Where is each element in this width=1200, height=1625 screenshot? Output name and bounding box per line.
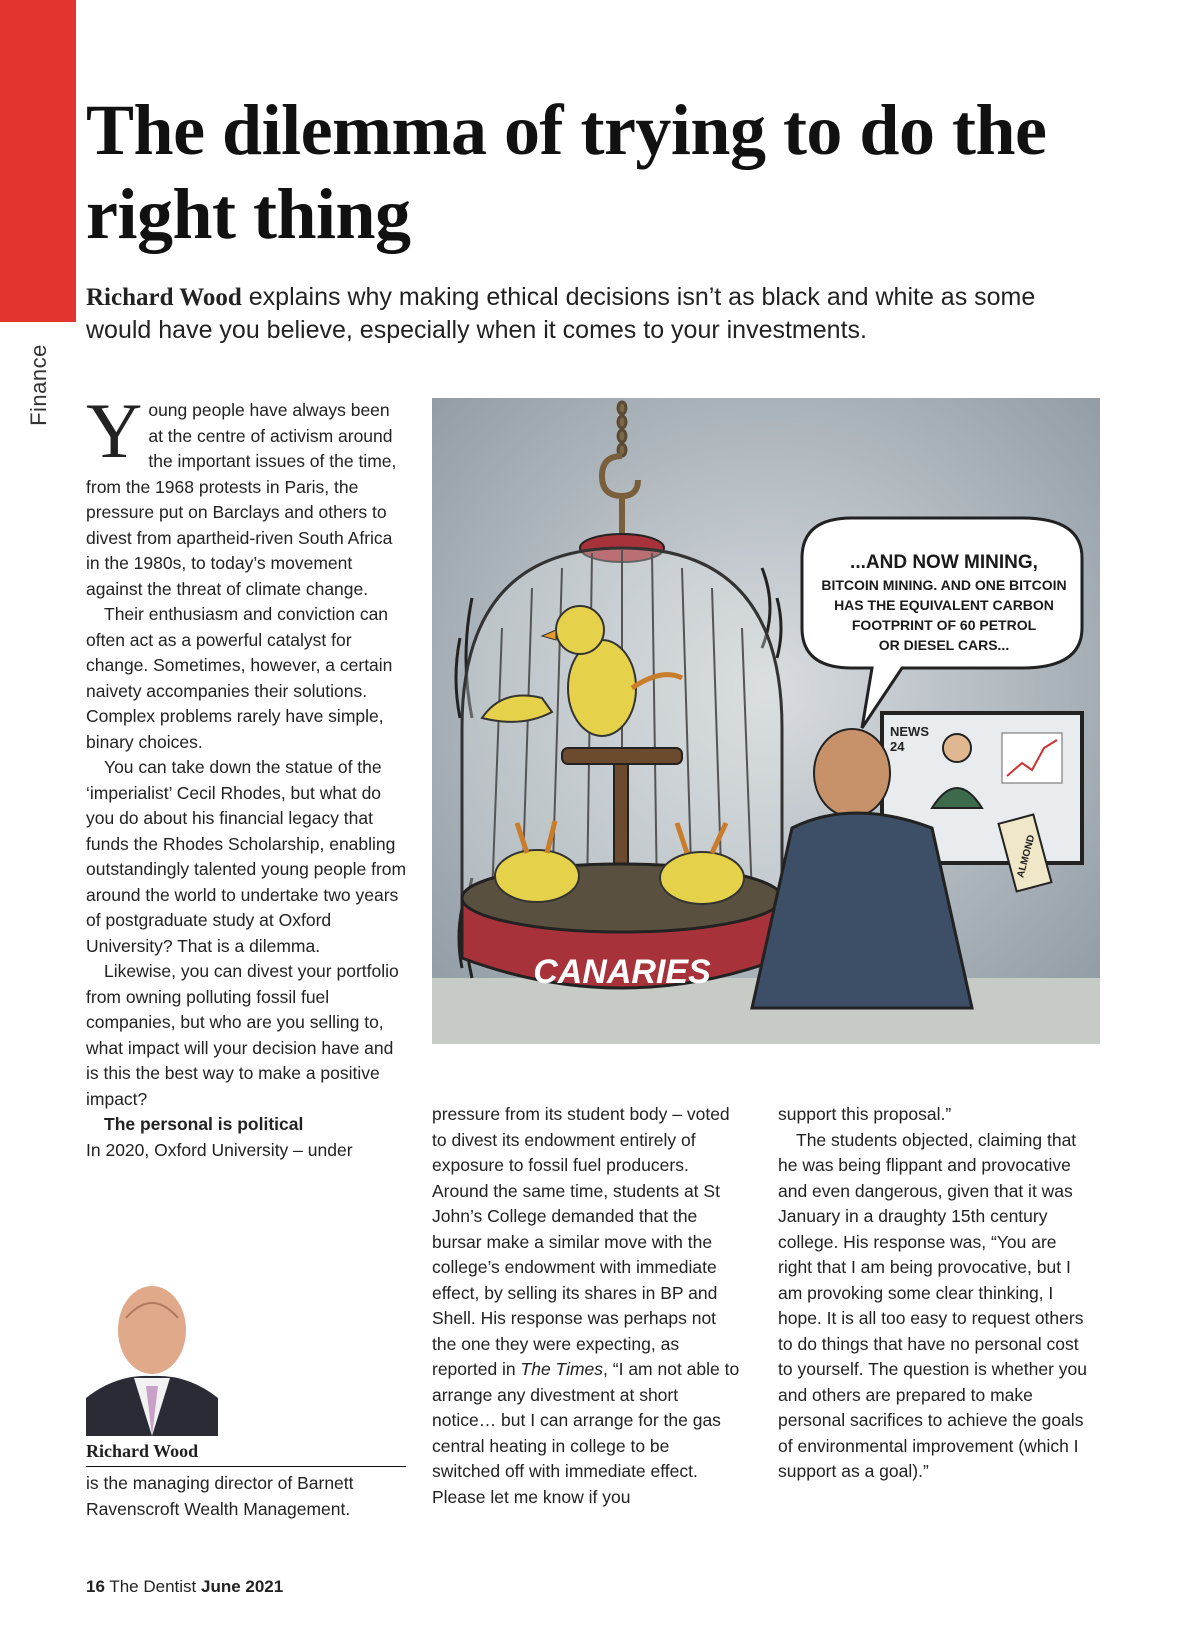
author-bio-name: Richard Wood: [86, 1441, 406, 1467]
paragraph: Their enthusiasm and conviction can often act as a powerful catalyst for change. Sometimes, however, a certain naivety accompanies their solutions. Complex problems rarely have simple, binary choices.: [86, 604, 393, 752]
tv-chart: [1002, 733, 1062, 783]
paragraph-text: pressure from its student body – voted to divest its endowment entirely of exposure to fossil fuel producers. Around the same time, students at St John’s College demanded that the bursar make a similar move with the college’s endowment with immediate effect, by selling its shares in BP and Shell. His response was perhaps not the one they were expecting, as reported in: [432, 1104, 730, 1379]
paragraph: You can take down the statue of the ‘imperialist’ Cecil Rhodes, but what do you do about his financial legacy that funds the Rhodes Scholarship, enabling outstandingly talented young people from around the world to undertake two years of postgraduate study at Oxford University? That is a dilemma.: [86, 757, 407, 956]
subheading: The personal is political: [104, 1114, 304, 1134]
carton-label: ALMOND: [1015, 833, 1038, 880]
page-number: 16: [86, 1577, 105, 1596]
paragraph: The students objected, claiming that he was being flippant and provocative and even dangerous, given that it was January in a draughty 15th century college. His response was, “You are right that I am being provocative, but I am provoking some clear thinking, I hope. It is all too easy to request others to do things that have no personal cost to yourself. The question is whether you and others are prepared to make personal sacrifices to achieve the goals of environmental improvement (which I support as a goal).”: [778, 1129, 1088, 1481]
speech-line: OR DIESEL CARS...: [878, 637, 1010, 653]
section-label-text: Finance: [26, 344, 51, 426]
paragraph: In 2020, Oxford University – under: [86, 1139, 353, 1160]
paragraph: [86, 387, 408, 602]
section-label: [24, 340, 54, 430]
page-footer: [86, 1577, 283, 1597]
article-column-3: [778, 1102, 1088, 1485]
standfirst-text: explains why making ethical decisions isn’t as black and white as some would have you believe, especially when it comes to your investments.: [86, 283, 1036, 344]
paragraph: support this proposal.”: [778, 1104, 952, 1124]
article-column-2: [432, 1102, 742, 1510]
drop-cap: Y: [86, 387, 143, 474]
paragraph: Likewise, you can divest your portfolio from owning polluting fossil fuel companies, but who are you selling to, what impact will your decision have and is this the best way to make a positive impact?: [86, 961, 399, 1109]
cage-label: CANARIES: [533, 953, 711, 991]
paragraph: [432, 1102, 742, 1510]
cartoon-illustration: [432, 398, 1100, 1044]
author-bio-text: is the managing director of Barnett Ravenscroft Wealth Management.: [86, 1473, 354, 1519]
publication-name: The Dentist: [104, 1577, 201, 1596]
publication-title: The Times: [520, 1359, 604, 1379]
headline: The dilemma of trying to do the right thing: [86, 90, 1047, 254]
issue-date: June 2021: [201, 1577, 284, 1596]
speech-line: BITCOIN MINING. AND ONE BITCOIN: [821, 577, 1067, 593]
tv-logo: NEWS: [890, 724, 929, 739]
speech-line: ...AND NOW MINING,: [850, 552, 1038, 573]
tv-logo-number: 24: [890, 739, 905, 754]
author-photo: [86, 1268, 218, 1436]
article-column-1: [86, 387, 408, 1163]
paragraph-text: , “I am not able to arrange any divestment at short notice… but I can arrange for the gas central heating in college to be switched off with immediate effect. Please let me know if you: [432, 1359, 740, 1507]
speech-line: HAS THE EQUIVALENT CARBON: [834, 597, 1054, 613]
perch-bar: [562, 748, 682, 764]
paragraph-text: oung people have always been at the centre of activism around the important issues of the time, from the 1968 protests in Paris, the pressure put on Barclays and others to divest from apartheid-riven South Africa in the 1980s, to today’s movement against the threat of climate change.: [86, 400, 397, 599]
viewer-head: [814, 729, 890, 817]
standfirst-author: Richard Wood: [86, 284, 242, 311]
standfirst: [86, 281, 1086, 347]
presenter-head: [943, 734, 971, 762]
face: [118, 1286, 186, 1374]
speech-line: FOOTPRINT OF 60 PETROL: [851, 617, 1037, 633]
section-color-bar: [0, 0, 76, 322]
